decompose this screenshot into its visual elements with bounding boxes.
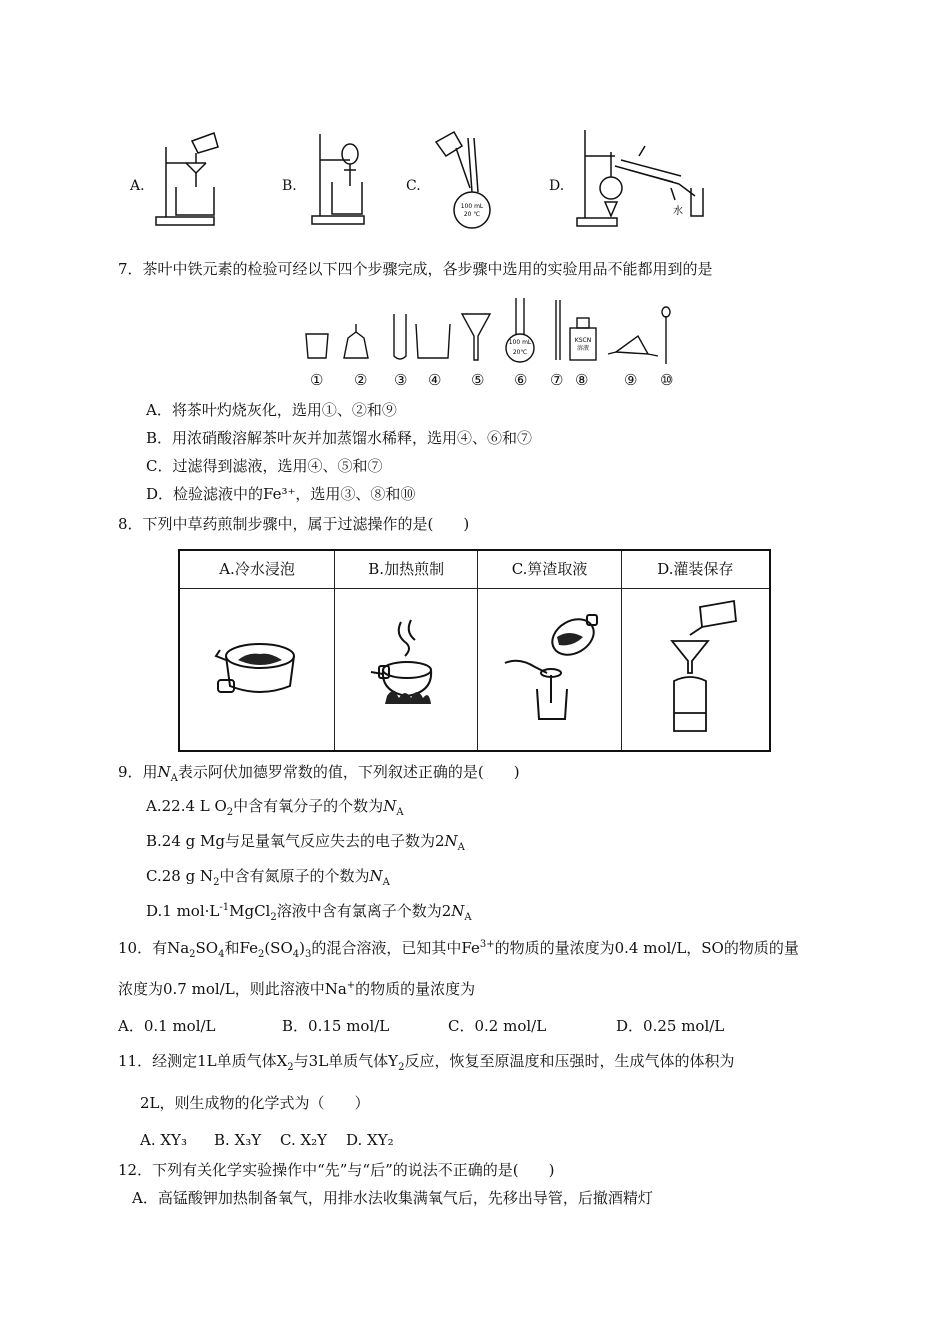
q7-item-2: ② — [354, 371, 368, 389]
q9-stem-post: 表示阿伏加德罗常数的值，下列叙述正确的是( ) — [177, 763, 520, 781]
q9-a-n-sub: A — [396, 807, 404, 818]
q8-header-c: C.箅渣取液 — [478, 550, 622, 588]
q9-a-sub: 2 — [226, 807, 234, 818]
q10-sub-2b: 2 — [257, 949, 265, 960]
q9-stem-pre: 9．用 — [118, 763, 158, 781]
q9-a-post: 中含有氧分子的个数为 — [233, 797, 384, 815]
q7-item-10: ⑩ — [660, 371, 674, 389]
q11-stem-line1 — [118, 1051, 734, 1071]
q7-option-c: C．过滤得到滤液，选用④、⑤和⑦ — [146, 457, 383, 475]
q7-item-7: ⑦ — [550, 371, 564, 389]
q6-option-b: B. — [282, 178, 297, 194]
q6-option-d: D. — [549, 178, 565, 194]
q10-l1-a: 10．有Na — [118, 939, 190, 957]
soaking-pot-image — [212, 622, 302, 712]
q7-item-9: ⑨ — [624, 371, 638, 389]
q9-stem — [118, 762, 520, 782]
q10-sub-4b: 4 — [292, 949, 300, 960]
q11-l1-b: 与3L单质气体Y — [293, 1052, 399, 1070]
q11-l1-a: 11．经测定1L单质气体X — [118, 1052, 288, 1070]
q9-option-c — [146, 866, 390, 886]
q9-d-mid: MgCl — [229, 902, 271, 920]
q6-option-c: C. — [406, 178, 421, 194]
q9-a-n: N — [383, 797, 397, 815]
q8-cell-c — [478, 588, 622, 751]
q10-l1-e: ) — [299, 939, 305, 957]
q7-item-1: ① — [310, 371, 324, 389]
q11-sub-2a: 2 — [287, 1062, 294, 1073]
q12-stem: 12．下列有关化学实验操作中“先”与“后”的说法不正确的是( ) — [118, 1161, 555, 1179]
q9-c-post: 中含有氮原子的个数为 — [219, 867, 370, 885]
q10-sub-3: 3 — [305, 949, 312, 960]
straining-pour-image — [495, 607, 605, 727]
q11-sub-2b: 2 — [398, 1062, 405, 1073]
q7-option-a: A．将茶叶灼烧灰化，选用①、②和⑨ — [146, 401, 397, 419]
q9-d-n: N — [451, 902, 465, 920]
q9-a-pre: A.22.4 L O — [146, 797, 227, 815]
q10-option-d: D．0.25 mol/L — [616, 1017, 725, 1035]
q10-sub-2a: 2 — [189, 949, 196, 960]
q7-bottle-label-name: KSCN — [574, 337, 592, 344]
q10-l2-sup: + — [346, 980, 356, 991]
q10-l1-g: 的物质的量浓度为0.4 mol/L，SO的物质的量 — [494, 939, 799, 957]
q8-header-b: B.加热煎制 — [335, 550, 478, 588]
q7-option-d: D．检验滤液中的Fe³⁺，选用③、⑧和⑩ — [146, 485, 416, 503]
q11-option-b: B. X₃Y — [214, 1131, 262, 1149]
q8-header-a: A.冷水浸泡 — [179, 550, 335, 588]
q10-option-a: A．0.1 mol/L — [118, 1017, 216, 1035]
q8-cell-a — [179, 588, 335, 751]
q11-option-d: D. XY₂ — [346, 1131, 394, 1149]
q7-item-3: ③ — [394, 371, 408, 389]
q10-l1-f: 的混合溶液，已知其中Fe — [311, 939, 480, 957]
flask-label-temp: 20 ℃ — [463, 211, 481, 218]
q9-option-b — [146, 831, 465, 851]
filtration-apparatus-image — [152, 125, 222, 230]
q7-stem: 7．茶叶中铁元素的检验可经以下四个步骤完成，各步骤中选用的实验用品不能都用到的是 — [118, 260, 713, 278]
q9-d-n-sub: A — [464, 912, 472, 923]
q9-na-symbol: N — [157, 763, 171, 781]
q8-header-d: D.灌装保存 — [621, 550, 770, 588]
q7-equipment-image — [298, 292, 688, 364]
q9-b-n-sub: A — [457, 842, 465, 853]
q7-item-5: ⑤ — [471, 371, 485, 389]
q10-l2-a: 浓度为0.7 mol/L，则此溶液中Na — [118, 980, 347, 998]
q10-l1-d: (SO — [264, 939, 293, 957]
q9-option-a — [146, 796, 404, 816]
q9-c-n: N — [369, 867, 383, 885]
q9-d-pre: D.1 mol·L — [146, 902, 220, 920]
q12-option-a: A．高锰酸钾加热制备氧气，用排水法收集满氧气后，先移出导管，后撤酒精灯 — [132, 1189, 653, 1207]
q11-option-a: A. XY₃ — [140, 1131, 187, 1149]
q7-item-6: ⑥ — [514, 371, 528, 389]
q10-l1-b: SO — [195, 939, 219, 957]
q8-cell-b — [335, 588, 478, 751]
bottling-image — [650, 597, 740, 737]
q9-d-sub: 2 — [270, 912, 277, 923]
q9-b-text: B.24 g Mg与足量氧气反应失去的电子数为2 — [146, 832, 445, 850]
q10-option-c: C．0.2 mol/L — [448, 1017, 547, 1035]
boiling-pot-image — [361, 612, 451, 722]
volumetric-flask-pour-image — [432, 128, 492, 228]
q7-bottle-label-type: 溶液 — [576, 345, 590, 352]
q9-c-n-sub: A — [382, 877, 390, 888]
q10-stem-line2 — [118, 979, 475, 999]
q8-table — [178, 549, 771, 752]
q9-na-sub: A — [170, 773, 178, 784]
q9-option-d — [146, 901, 472, 921]
separatory-funnel-image — [310, 130, 370, 230]
q10-l1-c: 和Fe — [224, 939, 258, 957]
q6-option-a: A. — [130, 178, 145, 194]
q11-stem-line2: 2L，则生成物的化学式为（ ） — [140, 1094, 370, 1112]
q7-flask-label-volume: 100 mL — [508, 339, 532, 346]
q9-c-sub: 2 — [213, 877, 220, 888]
water-label: 水 — [673, 206, 683, 217]
q7-option-b: B．用浓硝酸溶解茶叶灰并加蒸馏水稀释，选用④、⑥和⑦ — [146, 429, 533, 447]
q11-l1-c: 反应，恢复至原温度和压强时，生成气体的体积为 — [404, 1052, 735, 1070]
q10-option-b: B．0.15 mol/L — [282, 1017, 390, 1035]
q9-d-post: 溶液中含有氯离子个数为2 — [276, 902, 452, 920]
q9-c-pre: C.28 g N — [146, 867, 214, 885]
q7-flask-label-temp: 20℃ — [512, 349, 528, 356]
q10-sup-3plus: 3+ — [479, 939, 495, 950]
q8-stem: 8．下列中草药煎制步骤中，属于过滤操作的是( ) — [118, 515, 470, 533]
flask-label-volume: 100 mL — [460, 203, 484, 210]
q8-cell-d — [621, 588, 770, 751]
q11-option-c: C. X₂Y — [280, 1131, 328, 1149]
q7-item-8: ⑧ — [575, 371, 589, 389]
q9-b-n: N — [444, 832, 458, 850]
q7-item-4: ④ — [428, 371, 442, 389]
q10-l2-b: 的物质的量浓度为 — [355, 980, 476, 998]
q9-d-sup: -1 — [219, 902, 230, 913]
q10-stem-line1 — [118, 938, 799, 958]
distillation-apparatus-image — [575, 126, 715, 230]
q10-sub-4a: 4 — [218, 949, 225, 960]
